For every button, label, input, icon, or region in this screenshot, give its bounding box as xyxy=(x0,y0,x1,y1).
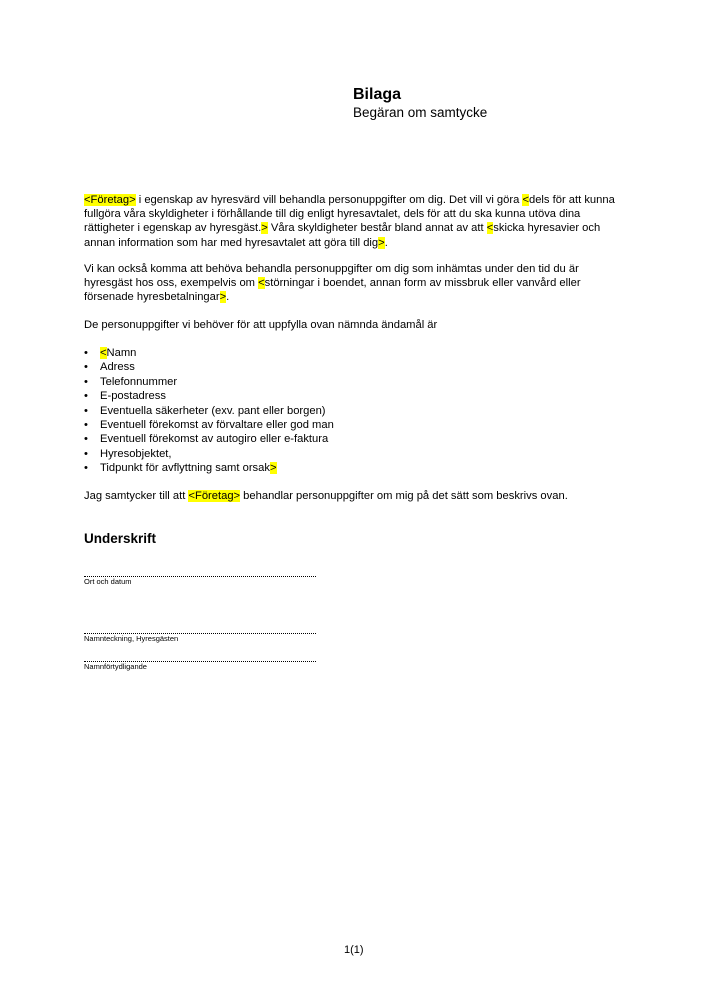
list-item-text: Namn xyxy=(106,347,137,359)
signature-label: Namnteckning, Hyresgästen xyxy=(84,634,179,643)
bullet: • xyxy=(84,462,88,475)
list-item-text: Telefonnummer xyxy=(100,375,178,388)
list-item-text: E-postadress xyxy=(100,390,166,403)
paragraph-additional-data xyxy=(84,262,624,305)
paragraph-data-intro: De personuppgifter vi behöver för att uppfylla ovan nämnda ändamål är xyxy=(84,319,438,331)
placeholder-close-bracket: > xyxy=(378,236,385,249)
paragraph-text: behandlar personuppgifter om mig på det sätt som beskrivs ovan. xyxy=(240,490,568,502)
placeholder-close-bracket: > xyxy=(219,291,227,304)
document-subtitle: Begäran om samtycke xyxy=(353,105,488,120)
name-clarification-label: Namnförtydligande xyxy=(84,662,147,671)
paragraph-text: Jag samtycker till att xyxy=(84,490,189,502)
paragraph-text: i egenskap av hyresvärd vill behandla personuppgifter om dig. Det vill vi göra xyxy=(135,194,523,206)
placeholder-open-bracket: < xyxy=(486,222,494,235)
list-item-text: Eventuell förekomst av autogiro eller e-faktura xyxy=(100,433,329,446)
list-item xyxy=(84,447,334,461)
document-title: Bilaga xyxy=(353,86,402,103)
placeholder-open-bracket: < xyxy=(522,194,529,206)
company-placeholder: <Företag> xyxy=(84,194,136,206)
paragraph-consent xyxy=(84,489,624,503)
paragraph-text: . xyxy=(384,236,388,249)
list-item xyxy=(84,346,334,360)
bullet: • xyxy=(84,404,88,417)
placeholder-close-bracket: > xyxy=(269,462,277,475)
paragraph-text: Våra skyldigheter består bland annat av att xyxy=(267,222,487,235)
paragraph-text: störningar i boendet, annan form av missbruk eller vanvård eller försenade hyresbetalningar xyxy=(84,277,581,304)
paragraph-text: . xyxy=(226,291,230,304)
bullet: • xyxy=(84,361,88,374)
list-item xyxy=(84,375,334,389)
list-item xyxy=(84,360,334,374)
list-item-text: Eventuell förekomst av förvaltare eller god man xyxy=(100,419,334,432)
list-item xyxy=(84,404,334,418)
page-number: 1(1) xyxy=(344,944,364,956)
bullet: • xyxy=(84,433,88,446)
list-item-text: Adress xyxy=(100,361,135,374)
placeholder-open-bracket: < xyxy=(100,347,107,359)
list-item-text: Hyresobjektet, xyxy=(100,447,172,460)
bullet: • xyxy=(84,390,88,403)
list-item-text: Tidpunkt för avflyttning samt orsak xyxy=(100,462,270,475)
signature-heading: Underskrift xyxy=(84,531,157,546)
bullet: • xyxy=(84,419,88,432)
list-item xyxy=(84,389,334,403)
bullet: • xyxy=(84,375,88,388)
paragraph-text: dels för att kunna fullgöra våra skyldigheter i förhållande till dig enligt hyresavtalet, dels för att du ska kunna utöva dina rättigheter i egenskap av hyresgäst. xyxy=(84,194,615,235)
placeholder-close-bracket: > xyxy=(261,222,268,235)
list-item xyxy=(84,432,334,446)
list-item xyxy=(84,461,334,475)
paragraph-purpose xyxy=(84,193,624,250)
placeholder-open-bracket: < xyxy=(258,277,265,290)
paragraph-text: Vi kan också komma att behöva behandla personuppgifter om dig som inhämtas under den tid du är hyresgäst hos oss, exempelvis om xyxy=(84,263,579,290)
bullet: • xyxy=(84,347,88,359)
personal-data-list xyxy=(84,346,334,476)
list-item xyxy=(84,418,334,432)
paragraph-text: skicka hyresavier och annan information som har med hyresavtalet att göra till dig xyxy=(84,222,601,249)
company-placeholder: <Företag> xyxy=(188,490,241,502)
bullet: • xyxy=(84,447,88,460)
list-item-text: Eventuella säkerheter (exv. pant eller borgen) xyxy=(100,404,326,417)
place-date-label: Ort och datum xyxy=(84,577,132,586)
